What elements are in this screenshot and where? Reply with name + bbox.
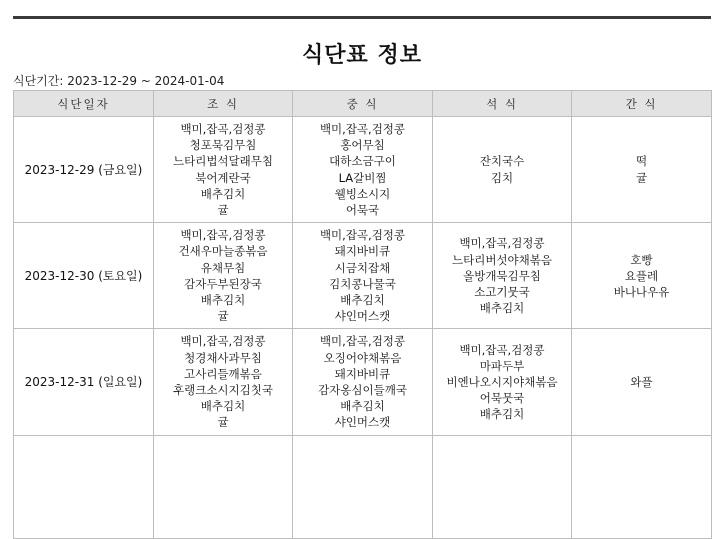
menu-item: 귤 (635, 170, 648, 185)
meal-cell-lunch (293, 117, 433, 223)
menu-item: 배추김치 (200, 293, 246, 308)
menu-item: 잔치국수 (479, 154, 525, 169)
menu-item: 샤인머스캣 (334, 309, 391, 324)
meal-date: 2023-12-30 (토요일) (14, 223, 154, 329)
menu-item: 바나나우유 (613, 284, 670, 299)
top-divider (13, 16, 711, 19)
meal-period: 식단기간: 2023-12-29 ~ 2024-01-04 (13, 74, 225, 88)
menu-item: 백미,잡곡,검정콩 (459, 342, 545, 357)
menu-item: 배추김치 (340, 293, 385, 308)
meal-table (13, 90, 712, 539)
menu-item: 떡 (635, 154, 648, 169)
meal-cell-snack (572, 329, 712, 435)
meal-cell-snack (572, 223, 712, 329)
menu-item: 청경채사과무침 (184, 350, 262, 365)
menu-item: 배추김치 (200, 186, 246, 201)
meal-cell-dinner (433, 117, 572, 223)
menu-item: 백미,잡곡,검정콩 (459, 236, 545, 251)
menu-item: 김치콩나물국 (329, 276, 396, 291)
menu-item: 백미,잡곡,검정콩 (180, 228, 266, 243)
menu-item: 올방개묵김무침 (463, 268, 541, 283)
meal-cell-breakfast (154, 435, 293, 538)
meal-cell-breakfast (154, 329, 293, 435)
menu-item: 느타리법석달래무침 (173, 154, 273, 169)
menu-item: 비엔나오시지야채볶음 (446, 374, 558, 389)
meal-date (14, 435, 154, 538)
menu-item: 와플 (630, 374, 653, 389)
menu-item: 마파두부 (479, 358, 525, 373)
menu-item: 대하소금구이 (329, 154, 396, 169)
menu-item: 김치 (490, 170, 514, 185)
menu-item: 배추김치 (200, 399, 246, 414)
menu-item: 홍어무침 (340, 138, 385, 153)
menu-item: 백미,잡곡,검정콩 (180, 334, 266, 349)
menu-item: 돼지바비큐 (334, 366, 391, 381)
menu-item: 귤 (217, 203, 229, 218)
menu-item: 배추김치 (479, 301, 525, 316)
menu-item: 요플레 (624, 268, 659, 283)
menu-item: 백미,잡곡,검정콩 (319, 228, 406, 243)
meal-cell-lunch (293, 223, 433, 329)
meal-cell-dinner (433, 435, 572, 538)
menu-item: 고사리들깨볶음 (184, 366, 262, 381)
menu-item: 백미,잡곡,검정콩 (319, 122, 406, 136)
menu-item: 감자옹심이들깨국 (318, 383, 407, 398)
meal-cell-dinner (433, 223, 572, 329)
meal-date: 2023-12-31 (일요일) (14, 329, 154, 435)
menu-item: 배추김치 (340, 399, 385, 414)
menu-item: 샤인머스캣 (334, 415, 391, 430)
meal-cell-lunch (293, 435, 433, 538)
menu-item: 어묵국 (345, 203, 380, 218)
menu-item: LA갈비찜 (338, 170, 387, 185)
table-row (14, 435, 712, 538)
table-row (14, 329, 712, 435)
page-title: 식단표 정보 (302, 43, 422, 68)
menu-item: 호빵 (630, 252, 653, 267)
menu-item: 백미,잡곡,검정콩 (180, 122, 266, 136)
menu-item: 건새우마늘종볶음 (178, 244, 268, 259)
menu-item: 귤 (217, 309, 229, 324)
menu-item: 느타리버섯야채볶음 (452, 252, 552, 267)
header-date: 식단일자 (14, 91, 154, 117)
menu-item: 후랭크소시지김칫국 (173, 383, 273, 398)
meal-cell-breakfast (154, 117, 293, 223)
table-row (14, 223, 712, 329)
table-row (14, 117, 712, 223)
header-lunch: 중 식 (293, 91, 433, 117)
meal-cell-lunch (293, 329, 433, 435)
menu-item: 백미,잡곡,검정콩 (319, 334, 406, 349)
header-snack: 간 식 (572, 91, 712, 117)
menu-item: 어묵뭇국 (479, 391, 525, 406)
header-dinner: 석 식 (433, 91, 572, 117)
menu-item: 돼지바비큐 (334, 244, 391, 259)
menu-item: 배추김치 (479, 407, 525, 422)
menu-item: 유채무침 (200, 260, 246, 275)
menu-item: 오징어야채볶음 (323, 350, 402, 365)
menu-item: 귤 (217, 415, 229, 430)
menu-item: 웰빙소시지 (334, 186, 391, 201)
header-breakfast: 조 식 (154, 91, 293, 117)
meal-cell-dinner (433, 329, 572, 435)
menu-item: 감자두부된장국 (184, 276, 262, 291)
meal-date: 2023-12-29 (금요일) (14, 117, 154, 223)
menu-item: 청포묵김무침 (189, 138, 257, 153)
table-header-row (14, 91, 712, 117)
meal-cell-snack (572, 435, 712, 538)
menu-item: 시금치잡채 (334, 260, 391, 275)
menu-item: 소고기뭇국 (474, 284, 530, 299)
meal-cell-snack (572, 117, 712, 223)
menu-item: 북어계란국 (195, 170, 251, 185)
meal-cell-breakfast (154, 223, 293, 329)
